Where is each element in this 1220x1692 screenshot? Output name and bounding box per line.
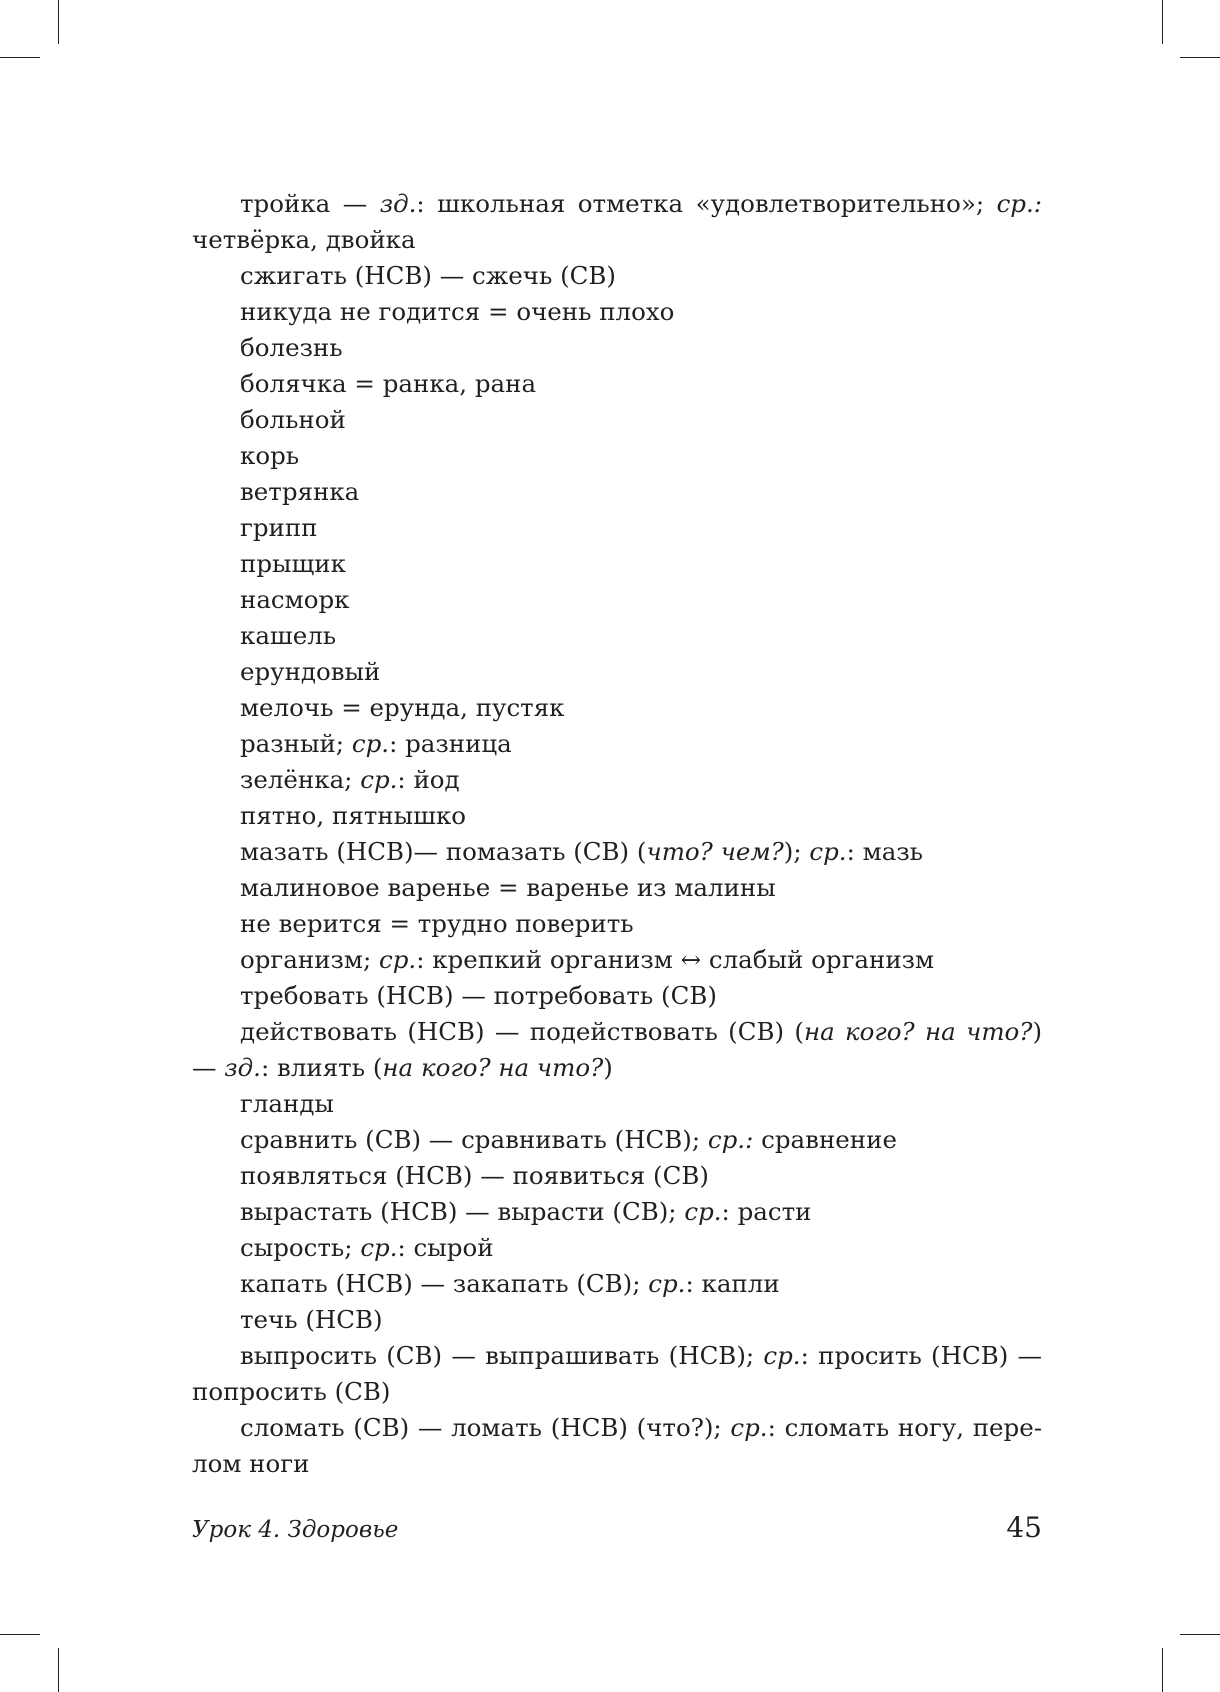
vocabulary-entry xyxy=(192,510,1042,546)
vocabulary-entry xyxy=(192,402,1042,438)
entry-text: прыщик xyxy=(240,549,346,578)
entry-text: действовать (НСВ) — подействовать (СВ) ( xyxy=(240,1017,804,1046)
entry-text: : расти xyxy=(721,1197,812,1226)
entry-text: ) — xyxy=(192,1017,1043,1082)
entry-text: : школьная отметка «удовлетворительно»; xyxy=(416,189,997,218)
crop-mark xyxy=(1180,57,1220,58)
entry-text: : йод xyxy=(397,765,460,794)
crop-mark xyxy=(0,1634,40,1635)
entry-text: организм; xyxy=(240,945,379,974)
entry-note-italic: ср. xyxy=(730,1413,768,1442)
entry-text: тройка — xyxy=(240,189,380,218)
entry-text: насморк xyxy=(240,585,350,614)
crop-mark xyxy=(1162,0,1163,44)
entry-text: кашель xyxy=(240,621,337,650)
crop-mark xyxy=(1180,1634,1220,1635)
vocabulary-entry xyxy=(192,258,1042,294)
vocabulary-entry xyxy=(192,906,1042,942)
entry-note-italic: зд. xyxy=(224,1053,261,1082)
vocabulary-entry xyxy=(192,1014,1042,1086)
entry-text: сжигать (НСВ) — сжечь (СВ) xyxy=(240,261,616,290)
entry-note-italic: ср. xyxy=(809,837,847,866)
entry-text: сломать (СВ) — ломать (НСВ) (что?); xyxy=(240,1413,731,1442)
entry-text: сравнение xyxy=(753,1125,897,1154)
vocabulary-entry xyxy=(192,474,1042,510)
crop-mark xyxy=(58,0,59,44)
vocabulary-entry xyxy=(192,546,1042,582)
page-number: 45 xyxy=(1006,1511,1042,1544)
vocabulary-entry xyxy=(192,978,1042,1014)
vocabulary-entry xyxy=(192,798,1042,834)
entry-note-italic: на кого? на что? xyxy=(803,1017,1033,1046)
vocabulary-entry xyxy=(192,834,1042,870)
entry-text: : влиять ( xyxy=(260,1053,383,1082)
entry-text: : разница xyxy=(389,729,512,758)
entry-text: малиновое варенье = варенье из малины xyxy=(240,873,776,902)
vocabulary-list xyxy=(192,186,1042,1482)
vocabulary-entry xyxy=(192,654,1042,690)
entry-text: разный; xyxy=(240,729,352,758)
vocabulary-entry xyxy=(192,582,1042,618)
vocabulary-entry xyxy=(192,1266,1042,1302)
vocabulary-entry xyxy=(192,1410,1042,1482)
entry-text: : сломать ногу, перелом ноги xyxy=(192,1413,1043,1478)
vocabulary-entry xyxy=(192,1122,1042,1158)
entry-note-italic: зд. xyxy=(379,189,417,218)
vocabulary-entry xyxy=(192,1194,1042,1230)
entry-text: четвёрка, двойка xyxy=(192,225,416,254)
entry-text: вырастать (НСВ) — вырасти (СВ); xyxy=(240,1197,685,1226)
entry-text: пятно, пятнышко xyxy=(240,801,467,830)
entry-text: ) xyxy=(603,1053,613,1082)
vocabulary-entry xyxy=(192,366,1042,402)
entry-note-italic: ср. xyxy=(379,945,417,974)
entry-text: грипп xyxy=(240,513,318,542)
entry-text: : мазь xyxy=(846,837,924,866)
entry-text: капать (НСВ) — закапать (СВ); xyxy=(240,1269,649,1298)
entry-note-italic: ср. xyxy=(360,765,398,794)
entry-note-italic: ср. xyxy=(763,1341,801,1370)
vocabulary-entry xyxy=(192,870,1042,906)
page-footer xyxy=(192,1511,1042,1551)
vocabulary-entry xyxy=(192,1230,1042,1266)
entry-text: течь (НСВ) xyxy=(240,1305,383,1334)
vocabulary-entry xyxy=(192,1086,1042,1122)
vocabulary-entry xyxy=(192,690,1042,726)
vocabulary-entry xyxy=(192,438,1042,474)
entry-text: болячка = ранка, рана xyxy=(240,369,537,398)
vocabulary-entry xyxy=(192,1338,1042,1410)
entry-note-italic: ср. xyxy=(684,1197,722,1226)
entry-note-italic: ср.: xyxy=(996,189,1043,218)
vocabulary-entry xyxy=(192,942,1042,978)
entry-text: : просить (НСВ) — попросить (СВ) xyxy=(192,1341,1042,1406)
entry-text: : капли xyxy=(685,1269,780,1298)
entry-text: : крепкий организм ↔ слабый организм xyxy=(416,945,935,974)
entry-note-italic: ср. xyxy=(351,729,390,758)
vocabulary-entry xyxy=(192,618,1042,654)
running-head: Урок 4. Здоровье xyxy=(192,1517,399,1543)
entry-text: : сырой xyxy=(397,1233,494,1262)
crop-mark xyxy=(1162,1648,1163,1692)
crop-mark xyxy=(58,1648,59,1692)
entry-text: никуда не годится = очень плохо xyxy=(240,297,675,326)
entry-text: больной xyxy=(240,405,346,434)
entry-note-italic: ср. xyxy=(360,1233,398,1262)
crop-mark xyxy=(0,57,40,58)
entry-text: сырость; xyxy=(240,1233,361,1262)
entry-text: мазать (НСВ)— помазать (СВ) ( xyxy=(240,837,647,866)
vocabulary-entry xyxy=(192,762,1042,798)
entry-text: сравнить (СВ) — сравнивать (НСВ); xyxy=(240,1125,708,1154)
entry-text: появляться (НСВ) — появиться (СВ) xyxy=(240,1161,709,1190)
entry-text: ерундовый xyxy=(240,657,381,686)
vocabulary-entry xyxy=(192,330,1042,366)
entry-text: требовать (НСВ) — потребовать (СВ) xyxy=(240,981,717,1010)
entry-text: корь xyxy=(240,441,300,470)
entry-text: болезнь xyxy=(240,333,343,362)
entry-text: гланды xyxy=(240,1089,334,1118)
vocabulary-entry xyxy=(192,1302,1042,1338)
entry-text: выпросить (СВ) — выпрашивать (НСВ); xyxy=(240,1341,764,1370)
entry-note-italic: на кого? на что? xyxy=(382,1053,604,1082)
entry-text: зелёнка; xyxy=(240,765,361,794)
vocabulary-entry xyxy=(192,1158,1042,1194)
vocabulary-entry xyxy=(192,726,1042,762)
vocabulary-entry xyxy=(192,294,1042,330)
entry-note-italic: ср. xyxy=(648,1269,686,1298)
vocabulary-entry xyxy=(192,186,1042,258)
entry-text: ветрянка xyxy=(240,477,360,506)
entry-text: не верится = трудно поверить xyxy=(240,909,634,938)
entry-note-italic: ср.: xyxy=(707,1125,754,1154)
entry-text: мелочь = ерунда, пустяк xyxy=(240,693,565,722)
entry-text: ); xyxy=(783,837,810,866)
entry-note-italic: что? чем? xyxy=(646,837,784,866)
